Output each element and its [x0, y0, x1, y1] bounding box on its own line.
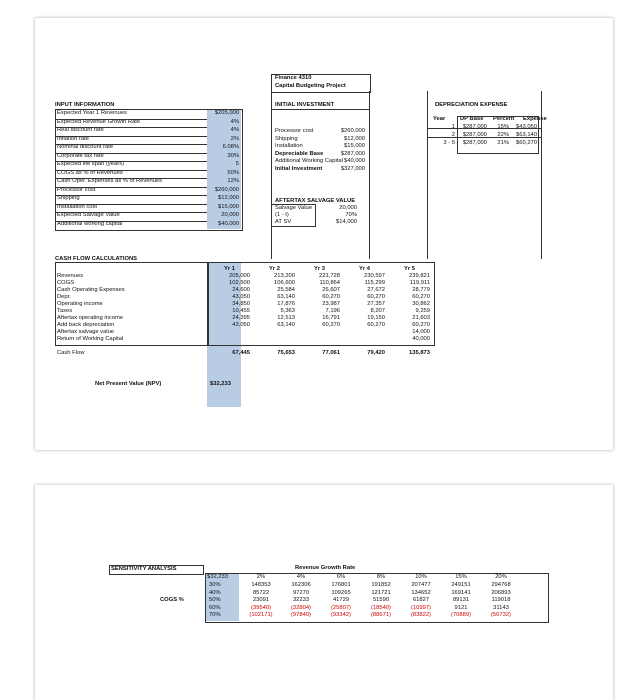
input-label: Cash Oper. Expenses as % of Revenues	[57, 178, 163, 184]
input-label: Expected life span (years)	[57, 161, 125, 167]
cashflow-heading: CASH FLOW CALCULATIONS	[55, 256, 138, 262]
sensitivity-value: (83822)	[411, 612, 431, 618]
cashflow-year-header: Yr 2	[269, 266, 280, 272]
sensitivity-value: (32804)	[291, 604, 311, 611]
sensitivity-value: 134652	[411, 589, 431, 596]
cashflow-label: Cash Flow	[57, 350, 85, 356]
input-label: Processor cost	[57, 186, 96, 193]
cashflow-value: 9,259	[415, 308, 430, 314]
input-label: Nominal discount rate	[57, 144, 114, 150]
sensitivity-value: 23091	[252, 597, 270, 603]
initial-investment-label: Additional Working Capital	[275, 158, 343, 164]
cashflow-value: 230,597	[364, 273, 385, 279]
capital-budgeting-sheet	[35, 18, 613, 450]
dep-expense: $60,270	[516, 140, 537, 146]
initial-investment-value: $40,000	[344, 158, 365, 164]
sensitivity-value: 207477	[411, 582, 431, 588]
cashflow-value: 135,873	[409, 350, 430, 356]
sensitivity-value: (93342)	[331, 612, 351, 618]
cashflow-value: 60,270	[367, 322, 385, 328]
cashflow-label: Revenues	[57, 273, 84, 279]
dep-year: 1	[451, 124, 455, 130]
input-value: $260,000	[214, 186, 239, 193]
growth-rate-title: Revenue Growth Rate	[295, 565, 356, 571]
cashflow-value: 60,270	[412, 322, 430, 328]
cashflow-value: 30,862	[412, 301, 430, 307]
cashflow-value: 12,513	[277, 315, 295, 321]
sensitivity-value: 31143	[493, 604, 509, 611]
sensitivity-heading: SENSITIVITY ANALYSIS	[111, 566, 177, 572]
salvage-value: 70%	[345, 212, 357, 218]
cashflow-year-header: Yr 1	[224, 266, 235, 272]
dep-year: 2	[451, 132, 455, 138]
cashflow-value: 102,500	[229, 280, 250, 286]
sensitivity-value: 41729	[332, 597, 350, 603]
input-label: Expected Revenue Growth Rate	[57, 118, 141, 125]
sensitivity-value: (39540)	[251, 604, 271, 611]
dep-percent: 21%	[497, 140, 509, 146]
initial-investment-value: $327,000	[340, 165, 365, 172]
cashflow-value: 24,600	[232, 287, 250, 293]
sensitivity-value: 249151	[451, 582, 471, 588]
npv-value: $32,233	[210, 381, 231, 387]
sensitivity-value: 294768	[491, 582, 511, 588]
cashflow-value: 119,911	[409, 280, 430, 286]
cashflow-label: Aftertax operating income	[57, 315, 124, 321]
growth-rate-header: 8%	[376, 574, 386, 580]
cogs-row-header: 70%	[209, 612, 221, 618]
input-label: Additional working capital	[57, 220, 123, 227]
sensitivity-value: 51590	[372, 597, 390, 603]
cashflow-year-header: Yr 5	[404, 266, 415, 272]
cashflow-value: 106,600	[274, 280, 295, 286]
input-value: 20,000	[221, 212, 239, 218]
dep-base: $287,000	[462, 132, 487, 138]
cashflow-value: 23,987	[322, 301, 340, 307]
dep-expense: $63,140	[516, 132, 537, 138]
title-project: Capital Budgeting Project	[275, 83, 346, 89]
cashflow-value: 16,791	[322, 315, 340, 321]
sensitivity-value: (70889)	[451, 612, 471, 618]
input-heading: INPUT INFORMATION	[55, 102, 115, 108]
cashflow-value: 60,270	[322, 322, 340, 328]
row-line	[55, 170, 207, 171]
sensitivity-value: 169141	[451, 589, 471, 596]
sensitivity-value: 109265	[331, 589, 351, 596]
cashflow-value: 60,270	[367, 294, 385, 300]
input-value: $15,000	[218, 203, 239, 210]
cashflow-label: Cash Operating Expenses	[57, 287, 125, 293]
cashflow-value: 25,584	[277, 287, 295, 293]
input-label: Inflation rate	[57, 135, 89, 142]
row-line	[55, 178, 207, 179]
sensitivity-value: 89131	[452, 597, 470, 603]
input-label: COGS as % of Revenues	[57, 169, 123, 176]
sensitivity-value: 32233	[292, 597, 310, 603]
input-label: Expected Salvage Value	[57, 212, 120, 218]
dep-year: 3 - 5	[443, 140, 455, 146]
cashflow-value: 5,363	[280, 308, 295, 314]
input-value: 4%	[230, 127, 239, 133]
cashflow-label: Return of Working Capital	[57, 336, 124, 342]
sensitivity-value: 119018	[491, 597, 511, 603]
input-value: $40,000	[218, 220, 239, 227]
cashflow-value: 26,607	[322, 287, 340, 293]
divider	[369, 91, 370, 259]
row-line	[55, 187, 207, 188]
row-line	[55, 195, 207, 196]
cashflow-value: 17,876	[277, 301, 295, 307]
initial-investment-value: $12,000	[344, 135, 365, 142]
cashflow-value: 27,672	[367, 287, 385, 293]
input-value: 2%	[230, 135, 239, 142]
sensitivity-value: (25807)	[331, 604, 351, 611]
dep-percent: 22%	[497, 132, 509, 138]
cogs-row-header: 50%	[209, 597, 221, 603]
dep-expense: $43,050	[516, 124, 537, 130]
sensitivity-value: (97840)	[291, 612, 311, 618]
dep-base: $287,000	[462, 124, 487, 130]
cogs-row-header: 60%	[209, 604, 221, 611]
dep-col-expense: Expense	[523, 116, 547, 122]
initial-investment-label: Initial Investment	[275, 165, 323, 172]
cashflow-value: 110,864	[319, 280, 340, 286]
growth-rate-header: 6%	[336, 574, 346, 580]
input-value: 4%	[230, 118, 239, 125]
cogs-row-header: 30%	[209, 582, 221, 588]
cashflow-value: 115,299	[364, 280, 385, 286]
row-line	[55, 127, 207, 128]
cashflow-value: 63,140	[277, 322, 295, 328]
row-line	[55, 204, 207, 205]
initial-investment-label: Depreciable Base	[275, 150, 324, 157]
dep-col-year: Year	[433, 116, 446, 122]
cashflow-value: 43,050	[232, 322, 250, 328]
row-line	[55, 119, 207, 120]
cashflow-value: 24,395	[232, 315, 250, 321]
growth-rate-header: 20%	[495, 574, 507, 580]
input-value: 12%	[227, 178, 239, 184]
initial-investment-value: $260,000	[340, 128, 365, 134]
row-line	[55, 153, 207, 154]
cogs-row-header: 40%	[209, 589, 221, 596]
input-label: Shipping	[57, 195, 80, 201]
sensitivity-value: 85722	[252, 589, 270, 596]
input-value: 5	[235, 161, 239, 167]
salvage-label: (1 - t)	[275, 212, 289, 218]
cashflow-value: 60,270	[322, 294, 340, 300]
row-line	[55, 161, 207, 162]
divider	[271, 109, 369, 110]
cashflow-value: 8,207	[370, 308, 385, 314]
cashflow-value: 239,821	[409, 273, 430, 279]
growth-rate-header: 4%	[296, 574, 306, 580]
cashflow-value: 34,850	[232, 301, 250, 307]
salvage-box	[271, 204, 316, 227]
initial-investment-label: Processor cost	[275, 128, 314, 134]
cashflow-label: Taxes	[57, 308, 73, 314]
sensitivity-value: 9121	[454, 604, 468, 611]
cashflow-label: Add back depreciation	[57, 322, 115, 328]
cashflow-value: 21,603	[412, 315, 430, 321]
sensitivity-value: 206893	[491, 589, 511, 596]
cashflow-value: 79,420	[367, 350, 385, 356]
cashflow-value: 213,200	[274, 273, 295, 279]
sensitivity-value: 61827	[412, 597, 430, 603]
sensitivity-value: (102171)	[249, 612, 273, 618]
input-label: Corporate tax rate	[57, 152, 104, 159]
spreadsheet-page-1	[35, 18, 613, 450]
cashflow-value: 205,000	[229, 273, 250, 279]
sensitivity-value: 121721	[371, 589, 391, 596]
row-line	[55, 221, 207, 222]
sensitivity-value: 97270	[292, 589, 310, 596]
initial-investment-heading: INITIAL INVESTMENT	[275, 102, 335, 108]
title-finance: Finance 4310	[275, 75, 312, 81]
sensitivity-value: 162306	[291, 582, 311, 588]
cogs-title: COGS %	[160, 597, 184, 603]
dep-percent: 15%	[497, 124, 509, 130]
input-label: Installation cost	[57, 203, 97, 210]
cashflow-label: COGS	[57, 280, 75, 286]
sensitivity-value: (18540)	[371, 604, 391, 611]
salvage-label: Salvage Value	[275, 205, 312, 211]
cashflow-label: Operating income	[57, 301, 103, 307]
initial-investment-label: Installation	[275, 143, 303, 149]
input-value: $205,000	[214, 110, 239, 116]
cashflow-value: 43,050	[232, 294, 250, 300]
dep-col-percent: Percent	[493, 116, 515, 122]
cashflow-value: 10,455	[232, 308, 250, 314]
spreadsheet-page-2	[35, 485, 613, 700]
sensitivity-value: 148353	[251, 582, 271, 588]
salvage-value: $14,000	[336, 219, 357, 225]
salvage-value: 20,000	[339, 205, 357, 211]
input-label: Real discount rate	[57, 127, 104, 133]
cashflow-year-header: Yr 4	[359, 266, 370, 272]
cashflow-value: 77,061	[322, 350, 340, 356]
cashflow-value: 27,357	[367, 301, 385, 307]
sensitivity-value: 191852	[371, 582, 391, 588]
npv-label: Net Present Value (NPV)	[95, 381, 162, 387]
cashflow-label: Aftertax salvage value	[57, 329, 115, 335]
cashflow-value: 63,140	[277, 294, 295, 300]
cashflow-value: 14,000	[412, 329, 430, 335]
sensitivity-value: (56732)	[491, 612, 511, 618]
dep-base: $287,000	[462, 140, 487, 146]
divider	[427, 91, 428, 259]
initial-investment-value: $287,000	[340, 150, 365, 157]
sensitivity-sheet	[35, 485, 613, 700]
initial-investment-value: $15,000	[344, 143, 365, 149]
input-value: 50%	[227, 169, 239, 176]
input-value: $12,000	[218, 195, 239, 201]
row-line	[55, 144, 207, 145]
sensitivity-value: 176801	[331, 582, 351, 588]
cashflow-value: 7,196	[325, 308, 340, 314]
dep-col-base: DP Base	[460, 116, 484, 122]
initial-investment-label: Shipping	[275, 135, 298, 142]
input-value: 30%	[227, 152, 239, 159]
cashflow-label: Depr.	[57, 294, 71, 300]
divider	[271, 91, 272, 259]
salvage-label: AT SV	[275, 219, 292, 225]
salvage-heading: AFTERTAX SALVAGE VALUE	[275, 198, 356, 204]
cashflow-value: 75,653	[277, 350, 295, 356]
growth-rate-header: 10%	[415, 574, 427, 580]
sensitivity-corner: $32,233	[207, 574, 228, 580]
cashflow-value: 28,779	[412, 287, 430, 293]
sensitivity-value: (10997)	[411, 604, 431, 611]
row-line	[55, 212, 207, 213]
sensitivity-value: (88671)	[371, 612, 391, 618]
input-label: Expected Year 1 Revenues	[57, 110, 127, 116]
depreciation-heading: DEPRECIATION EXPENSE	[435, 102, 508, 108]
growth-rate-header: 2%	[256, 574, 266, 580]
row-line	[55, 136, 207, 137]
cashflow-value: 40,000	[412, 336, 430, 342]
growth-rate-header: 15%	[455, 574, 467, 580]
cashflow-value: 60,270	[412, 294, 430, 300]
cashflow-value: 221,728	[319, 273, 340, 279]
cashflow-value: 67,445	[232, 350, 250, 356]
input-value: 6.08%	[222, 144, 239, 150]
cashflow-year-header: Yr 3	[314, 266, 325, 272]
cashflow-value: 19,150	[367, 315, 385, 321]
